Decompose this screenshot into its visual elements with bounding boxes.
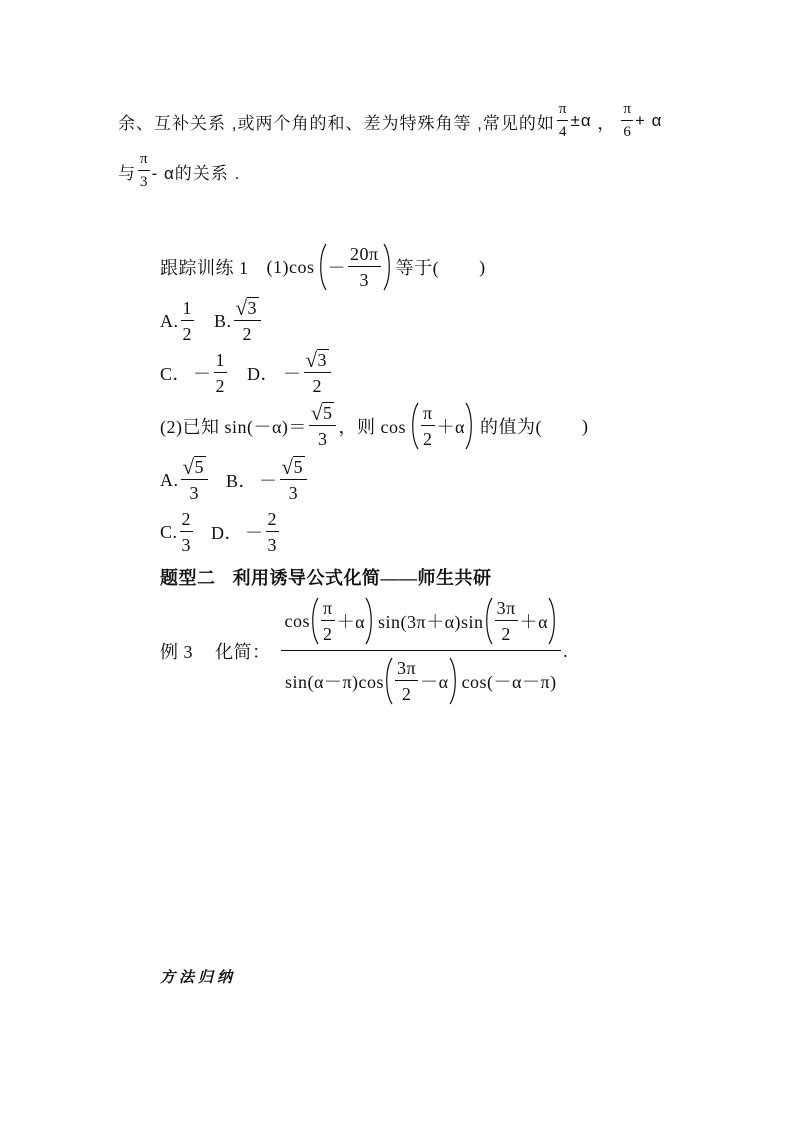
- section-title: 利用诱导公式化简——师生共研: [232, 568, 492, 588]
- minus-sign: －: [245, 523, 264, 543]
- simplify-expression: [281, 597, 562, 706]
- plus-alpha: ＋α: [336, 612, 366, 632]
- fraction-numerator: 3π: [495, 597, 518, 622]
- fraction-3pi-over-2: [395, 657, 418, 706]
- left-paren: [310, 597, 319, 645]
- separator: ，: [591, 113, 616, 133]
- fraction-numerator: 20π: [348, 243, 381, 268]
- square-root: [306, 349, 330, 371]
- minus-alpha: －α: [420, 672, 449, 692]
- fraction-numerator: π: [557, 100, 569, 121]
- minus-sign: －: [259, 471, 278, 491]
- fraction-denominator: 2: [401, 684, 412, 704]
- question-prefix: (1)cos: [266, 256, 315, 277]
- radical-sign: √: [235, 295, 248, 320]
- fraction-denominator: 6: [623, 124, 631, 140]
- fraction-sqrt5-over-3: [181, 456, 209, 504]
- fraction-denominator: 2: [423, 429, 433, 449]
- question-prefix: (2)已知 sin(－α)＝: [160, 417, 307, 437]
- fraction-sqrt3-over-2: [234, 297, 262, 345]
- intro-text: 余、互补关系 ,或两个角的和、差为特殊角等 ,常见的如: [118, 113, 555, 133]
- fraction-denominator: 3: [181, 535, 192, 555]
- intro-text-prefix: 与: [118, 163, 136, 183]
- option-b-label: B．: [226, 471, 258, 491]
- fraction-20pi-over-3: [348, 243, 381, 292]
- radical-sign: √: [182, 454, 195, 479]
- radicand: 3: [317, 349, 328, 370]
- fraction-numerator: [309, 402, 337, 426]
- minus-sign: －: [193, 364, 212, 384]
- sin-cos-term: sin(α－π)cos: [285, 672, 385, 692]
- fraction-numerator: π: [621, 100, 633, 121]
- fraction-denominator: 2: [323, 624, 333, 644]
- option-d-label: D．: [211, 523, 244, 543]
- fraction-sqrt3-over-2: [304, 349, 332, 397]
- practice-label: 跟踪训练 1: [160, 258, 249, 278]
- fraction-denominator: 2: [182, 324, 192, 344]
- options-row-cd: [160, 343, 333, 403]
- fraction-denominator: 3: [140, 174, 148, 190]
- fraction-numerator: 3π: [395, 657, 418, 682]
- fraction-denominator: 2: [215, 376, 226, 396]
- right-paren: [449, 657, 458, 705]
- method-label: 方法归纳: [160, 969, 237, 986]
- fraction-numerator: 1: [181, 297, 195, 322]
- fraction-denominator: 3: [359, 270, 370, 290]
- radical-sign: √: [310, 400, 323, 425]
- question-suffix: 等于(: [395, 258, 440, 278]
- question-suffix: 的值为(: [479, 417, 542, 437]
- options-row-ab-2: [160, 450, 309, 510]
- question-middle: ，则 cos: [338, 417, 406, 437]
- fraction-pi-over-4: [557, 100, 569, 142]
- radicand: 5: [322, 402, 333, 423]
- fraction-1-over-2: [214, 349, 228, 398]
- left-paren: [384, 657, 393, 705]
- fraction-denominator: 4: [558, 124, 567, 140]
- radicand: 5: [194, 456, 205, 477]
- example-instruction: 化简：: [215, 642, 271, 662]
- plus-minus-alpha: ±α: [570, 111, 592, 130]
- left-paren: [318, 243, 327, 291]
- fraction-denominator: 3: [189, 482, 200, 503]
- practice-question-2: [160, 396, 588, 456]
- radical-sign: √: [305, 347, 318, 372]
- fraction-denominator: 3: [267, 535, 278, 555]
- left-paren: [484, 597, 493, 645]
- fraction-1-over-2: [181, 297, 195, 346]
- right-paren: [383, 243, 392, 291]
- fraction-3pi-over-2: [495, 597, 518, 646]
- minus-sign: －: [327, 258, 346, 278]
- options-row-ab: [160, 291, 263, 351]
- plus-alpha: ＋α: [519, 612, 549, 632]
- fraction-numerator: [234, 297, 262, 321]
- section-label: 题型二: [160, 568, 216, 588]
- fraction-sqrt5-over-3: [280, 456, 308, 504]
- fraction-numerator: 2: [266, 508, 280, 533]
- fraction-pi-over-6: [621, 100, 633, 142]
- square-root: [236, 297, 260, 319]
- fraction-numerator: 2: [180, 508, 194, 533]
- square-root: [311, 402, 335, 424]
- radicand: 5: [293, 456, 304, 477]
- fraction-numerator: π: [421, 402, 435, 427]
- cos-term: cos(－α－π): [461, 672, 557, 692]
- fraction-denominator: 2: [501, 624, 511, 644]
- option-a-label: A.: [160, 310, 179, 331]
- end-period: .: [563, 640, 569, 661]
- plus-alpha: + α: [634, 111, 663, 130]
- example-3: [160, 586, 568, 716]
- square-root: [282, 456, 306, 478]
- radicand: 3: [247, 297, 258, 318]
- intro-line-2: [118, 141, 240, 201]
- cos-term: cos: [284, 610, 310, 631]
- right-paren: [465, 402, 474, 450]
- fraction-numerator: π: [138, 150, 150, 171]
- close-paren: ): [581, 415, 589, 436]
- option-a-label: A.: [160, 469, 179, 490]
- expression-denominator: [281, 651, 562, 706]
- fraction-denominator: 2: [312, 375, 323, 396]
- fraction-numerator: 1: [214, 349, 228, 374]
- expression-numerator: [281, 597, 562, 651]
- close-paren: ): [479, 256, 486, 277]
- fraction-sqrt5-over-3: [309, 402, 337, 450]
- fraction-pi-over-2: [421, 402, 435, 451]
- plus-alpha: ＋α: [436, 417, 465, 437]
- fraction-denominator: 2: [242, 323, 253, 344]
- left-paren: [410, 402, 419, 450]
- practice-question-1: [160, 237, 486, 297]
- fraction-numerator: [181, 456, 209, 480]
- option-c-label: C．: [160, 364, 192, 384]
- square-root: [183, 456, 207, 478]
- fraction-numerator: [280, 456, 308, 480]
- option-d-label: D．: [247, 364, 280, 384]
- fraction-pi-over-2: [321, 597, 335, 646]
- method-summary-heading: [160, 946, 236, 1006]
- option-c-label: C.: [160, 521, 178, 542]
- fraction-denominator: 3: [288, 482, 299, 503]
- intro-text-suffix: - α的关系 .: [151, 163, 241, 183]
- fraction-numerator: π: [321, 597, 335, 622]
- right-paren: [365, 597, 374, 645]
- radical-sign: √: [281, 454, 294, 479]
- option-b-label: B.: [214, 310, 232, 331]
- fraction-pi-over-3: [138, 150, 150, 192]
- minus-sign: －: [283, 364, 302, 384]
- example-label: 例 3: [160, 642, 193, 662]
- fraction-denominator: 3: [317, 428, 328, 449]
- sin-terms: sin(3π＋α)sin: [378, 612, 484, 632]
- right-paren: [548, 597, 557, 645]
- fraction-numerator: [304, 349, 332, 373]
